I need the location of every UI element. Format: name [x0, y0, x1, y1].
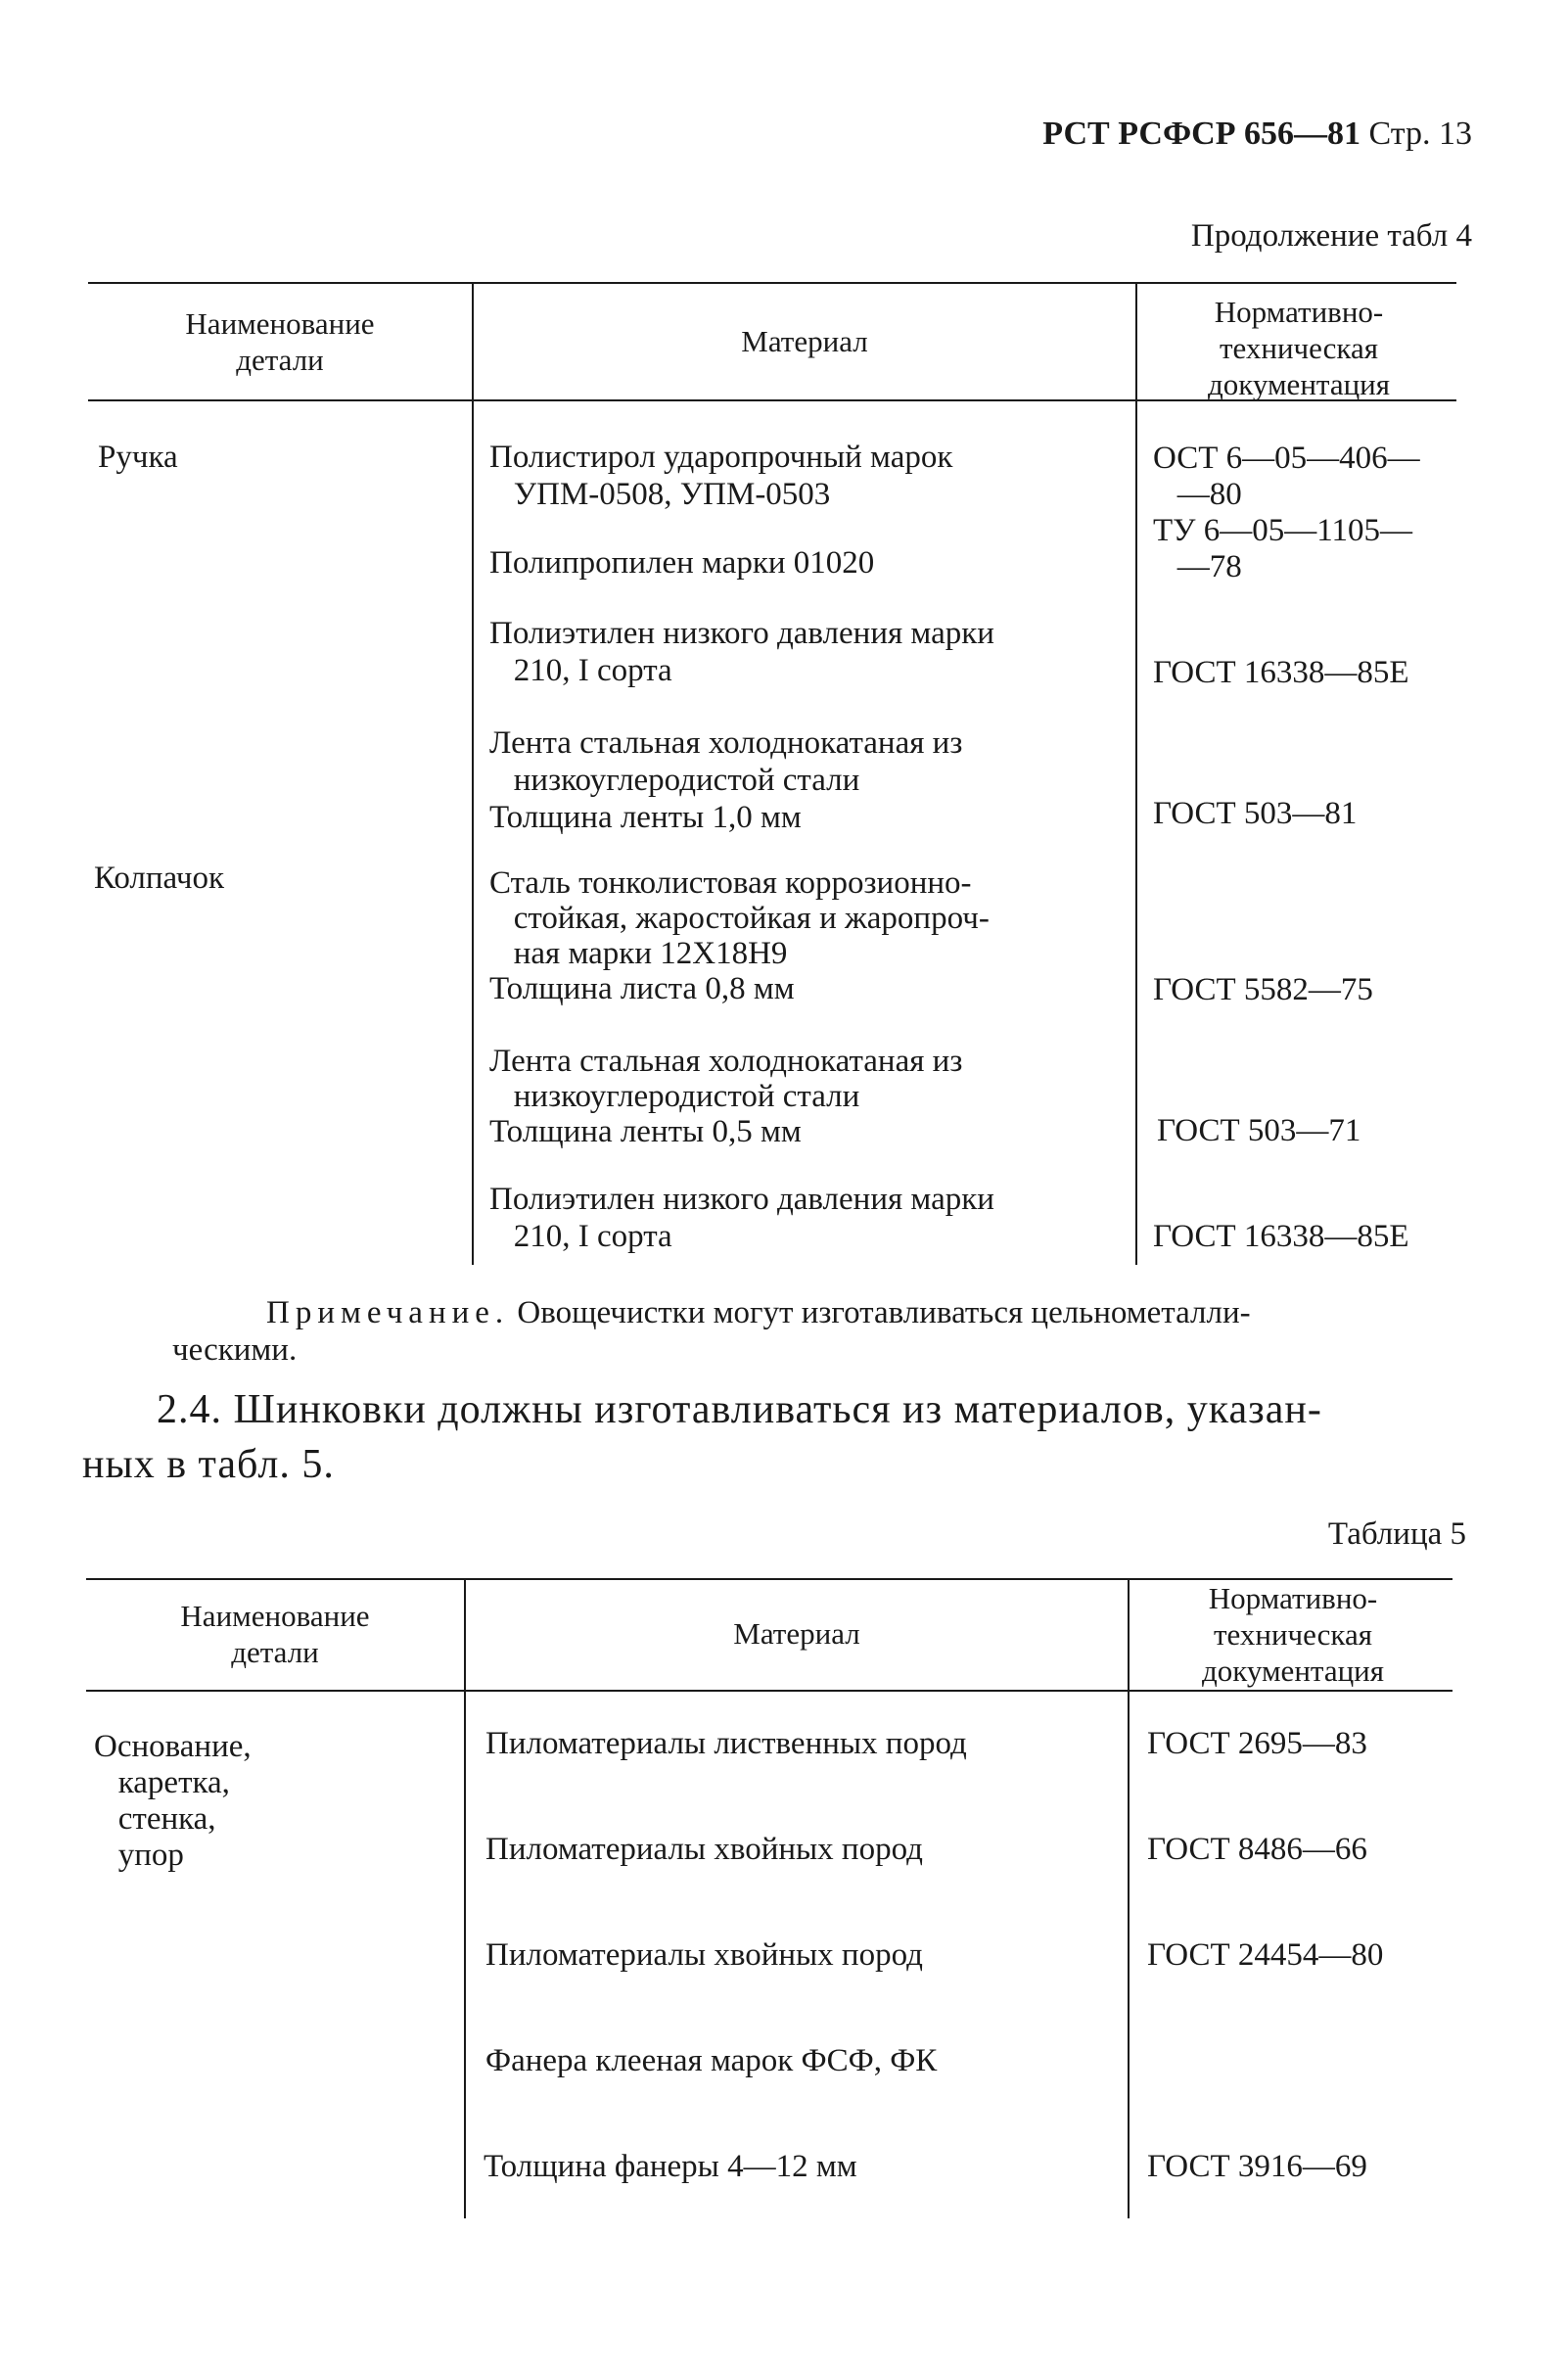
page-header	[1042, 116, 1472, 153]
table4-col-header-part: Наименование детали	[185, 306, 375, 377]
table5-material-cell: Фанера клееная марок ФСФ, ФК	[485, 2043, 938, 2078]
table5-part-cell: Основание, каретка, стенка, упор	[94, 1729, 252, 1873]
table4-doc-cell: ГОСТ 16338—85Е	[1153, 655, 1409, 690]
table4-col-header-material: Материал	[741, 324, 868, 358]
table5-doc-cell: ГОСТ 2695—83	[1147, 1726, 1367, 1761]
table4-material-cell: Полипропилен марки 01020	[489, 545, 875, 581]
table5-doc-cell: ГОСТ 8486—66	[1147, 1832, 1367, 1867]
table4-note	[266, 1294, 1251, 1331]
table4-doc-cell: ГОСТ 503—81	[1153, 796, 1358, 831]
table4-top-rule	[88, 282, 1456, 284]
table5-col-divider-1	[464, 1580, 466, 2218]
table5-doc-cell: ГОСТ 24454—80	[1147, 1937, 1384, 1973]
note-label: Примечание.	[266, 1295, 510, 1330]
table4-doc-cell: ГОСТ 503—71	[1157, 1113, 1361, 1148]
table5-col-header-material: Материал	[733, 1616, 860, 1651]
table4-doc-cell: ГОСТ 16338—85Е	[1153, 1219, 1409, 1254]
page-number: Стр. 13	[1368, 116, 1472, 152]
note-text: Овощечистки могут изготавливаться цельнометалли-	[509, 1295, 1251, 1330]
table5-caption: Таблица 5	[1327, 1516, 1466, 1552]
table4-part-cell: Ручка	[98, 440, 178, 475]
table4-caption: Продолжение табл 4	[1190, 218, 1472, 254]
table4-material-cell: Лента стальная холоднокатаная из низкоуглеродистой стали Толщина ленты 1,0 мм	[489, 725, 963, 835]
table4-material-cell: Полиэтилен низкого давления марки 210, I сорта	[489, 1182, 994, 1254]
table5-header-rule	[86, 1690, 1453, 1692]
table5-material-cell: Пиломатериалы хвойных пород	[485, 1832, 923, 1867]
table5-doc-cell: ГОСТ 3916—69	[1147, 2149, 1367, 2184]
table4-col-header-doc: Нормативно- техническая документация	[1207, 295, 1391, 401]
table4-material-cell: Лента стальная холоднокатаная из низкоуглеродистой стали Толщина ленты 0,5 мм	[489, 1044, 963, 1149]
document-code: РСТ РСФСР 656—81	[1042, 116, 1360, 152]
table4-doc-cell: ОСТ 6—05—406— —80 ТУ 6—05—1105— —78	[1153, 441, 1420, 584]
table5-col-header-part: Наименование детали	[180, 1599, 370, 1669]
table4-doc-cell: ГОСТ 5582—75	[1153, 972, 1373, 1007]
table5-col-header-doc: Нормативно- техническая документация	[1201, 1581, 1385, 1688]
table4-material-cell: Полистирол ударопрочный марок УПМ-0508, УПМ-0503	[489, 440, 953, 512]
paragraph-2-4-line1: 2.4. Шинковки должны изготавливаться из материалов, указан-	[157, 1387, 1322, 1432]
table5-material-cell: Пиломатериалы лиственных пород	[485, 1726, 967, 1761]
note-text-continued: ческими.	[172, 1332, 298, 1368]
table4-col-divider-1	[472, 284, 474, 1265]
table5-material-cell: Толщина фанеры 4—12 мм	[484, 2149, 857, 2184]
table5-material-cell: Пиломатериалы хвойных пород	[485, 1937, 923, 1973]
table4-part-cell: Колпачок	[94, 861, 225, 896]
table4-material-cell: Полиэтилен низкого давления марки 210, I сорта	[489, 616, 994, 688]
table4-col-divider-2	[1135, 284, 1137, 1265]
table4-material-cell: Сталь тонколистовая коррозионно- стойкая, жаростойкая и жаропроч- ная марки 12Х18Н9 Толщина листа 0,8 мм	[489, 865, 990, 1006]
paragraph-2-4-line2: ных в табл. 5.	[82, 1442, 335, 1487]
